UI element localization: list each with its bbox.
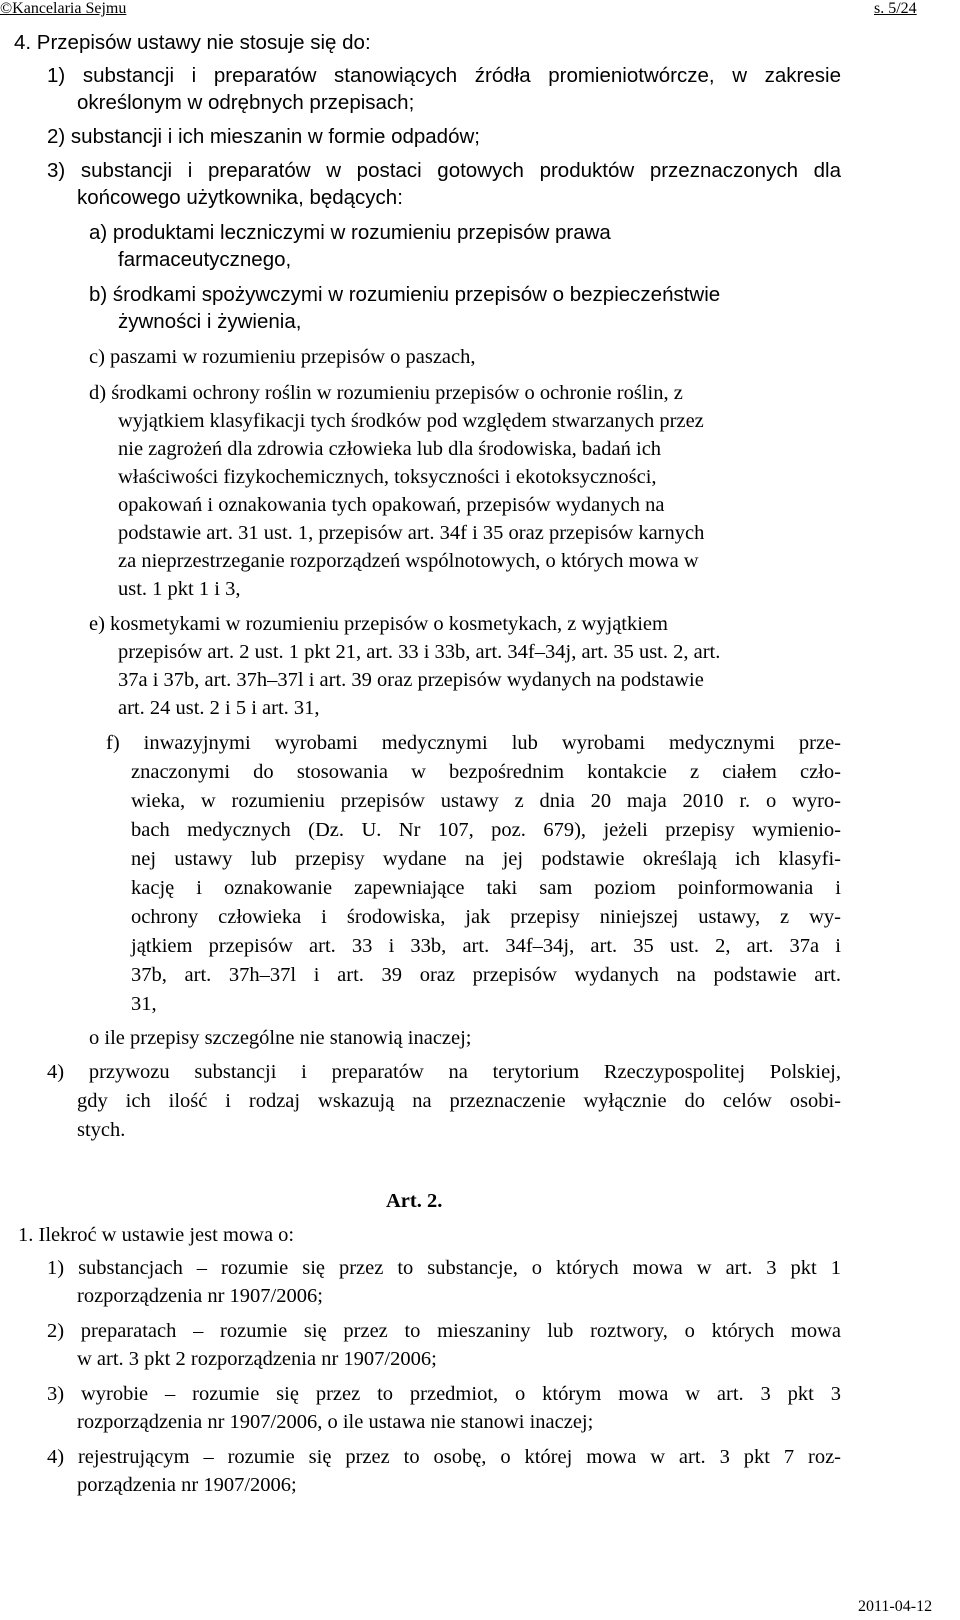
item-1-line-2: określonym w odrębnych przepisach;	[77, 91, 415, 114]
item-b-line-2: żywności i żywienia,	[118, 310, 302, 333]
definition-4-line-1: 4) rejestrującym – rozumie się przez to osobę, o której mowa w art. 3 pkt 7 roz-	[47, 1446, 841, 1468]
definition-2-line-2: w art. 3 pkt 2 rozporządzenia nr 1907/2006;	[77, 1348, 437, 1370]
definition-3-line-1: 3) wyrobie – rozumie się przez to przedmiot, o którym mowa w art. 3 pkt 3	[47, 1383, 841, 1405]
item-d-line-6: podstawie art. 31 ust. 1, przepisów art. 34f i 35 oraz przepisów karnych	[118, 522, 705, 544]
definition-4-line-2: porządzenia nr 1907/2006;	[77, 1474, 297, 1496]
item-f-line-4: bach medycznych (Dz. U. Nr 107, poz. 679), jeżeli przepisy wymienio-	[131, 819, 841, 841]
footer-date: 2011-04-12	[858, 1598, 933, 1615]
item-d-line-8: ust. 1 pkt 1 i 3,	[118, 578, 241, 600]
definition-3-line-2: rozporządzenia nr 1907/2006, o ile ustawa nie stanowi inaczej;	[77, 1411, 594, 1433]
item-3-closing: o ile przepisy szczególne nie stanowią inaczej;	[89, 1027, 472, 1049]
item-3-line-2: końcowego użytkownika, będących:	[77, 186, 403, 209]
item-4-line-1: 4) przywozu substancji i preparatów na terytorium Rzeczypospolitej Polskiej,	[47, 1061, 841, 1083]
paragraph-4-intro: 4. Przepisów ustawy nie stosuje się do:	[14, 31, 371, 54]
item-f-line-2: znaczonymi do stosowania w bezpośrednim kontakcie z ciałem czło-	[131, 761, 841, 783]
item-2: 2) substancji i ich mieszanin w formie odpadów;	[47, 125, 480, 148]
item-d-line-7: za nieprzestrzeganie rozporządzeń wspólnotowych, o których mowa w	[118, 550, 699, 572]
item-f-line-1: f) inwazyjnymi wyrobami medycznymi lub wyrobami medycznymi prze-	[106, 732, 841, 754]
item-f-line-9: 37b, art. 37h–37l i art. 39 oraz przepisów wydanych na podstawie art.	[131, 964, 841, 986]
item-f-line-5: nej ustawy lub przepisy wydane na jej podstawie określają ich klasyfi-	[131, 848, 841, 870]
item-f-line-7: ochrony człowieka i środowiska, jak przepisy niniejszej ustawy, z wy-	[131, 906, 841, 928]
item-f-line-10: 31,	[131, 993, 157, 1015]
header-page-number: s. 5/24	[874, 0, 917, 17]
item-f-line-6: kację i oznakowanie zapewniające taki sam poziom poinformowania i	[131, 877, 841, 899]
item-d-line-3: nie zagrożeń dla zdrowia człowieka lub dla środowiska, badań ich	[118, 438, 662, 460]
item-c: c) paszami w rozumieniu przepisów o paszach,	[89, 346, 476, 368]
item-a-line-2: farmaceutycznego,	[118, 248, 292, 271]
article-heading: Art. 2.	[386, 1190, 443, 1212]
article-2-intro: 1. Ilekroć w ustawie jest mowa o:	[18, 1224, 295, 1246]
item-d-line-1: d) środkami ochrony roślin w rozumieniu przepisów o ochronie roślin, z	[89, 382, 683, 404]
item-a-line-1: a) produktami leczniczymi w rozumieniu przepisów prawa	[89, 221, 611, 244]
item-d-line-4: właściwości fizykochemicznych, toksyczności i ekotoksyczności,	[118, 466, 657, 488]
item-d-line-5: opakowań i oznakowania tych opakowań, przepisów wydanych na	[118, 494, 665, 516]
item-e-line-2: przepisów art. 2 ust. 1 pkt 21, art. 33 i 33b, art. 34f–34j, art. 35 ust. 2, art.	[118, 641, 721, 663]
item-e-line-1: e) kosmetykami w rozumieniu przepisów o kosmetykach, z wyjątkiem	[89, 613, 668, 635]
item-f-line-8: jątkiem przepisów art. 33 i 33b, art. 34f–34j, art. 35 ust. 2, art. 37a i	[131, 935, 841, 957]
item-4-line-3: stych.	[77, 1119, 126, 1141]
item-e-line-4: art. 24 ust. 2 i 5 i art. 31,	[118, 697, 320, 719]
definition-1-line-1: 1) substancjach – rozumie się przez to substancje, o których mowa w art. 3 pkt 1	[47, 1257, 841, 1279]
item-4-line-2: gdy ich ilość i rodzaj wskazują na przeznaczenie wyłącznie do celów osobi-	[77, 1090, 841, 1112]
item-1-line-1: 1) substancji i preparatów stanowiących źródła promieniotwórcze, w zakresie	[47, 64, 841, 87]
header-copyright: ©Kancelaria Sejmu	[0, 0, 127, 17]
item-f-line-3: wieka, w rozumieniu przepisów ustawy z dnia 20 maja 2010 r. o wyro-	[131, 790, 841, 812]
definition-1-line-2: rozporządzenia nr 1907/2006;	[77, 1285, 323, 1307]
item-3-line-1: 3) substancji i preparatów w postaci gotowych produktów przeznaczonych dla	[47, 159, 841, 182]
item-e-line-3: 37a i 37b, art. 37h–37l i art. 39 oraz przepisów wydanych na podstawie	[118, 669, 704, 691]
item-d-line-2: wyjątkiem klasyfikacji tych środków pod względem stwarzanych przez	[118, 410, 704, 432]
item-b-line-1: b) środkami spożywczymi w rozumieniu przepisów o bezpieczeństwie	[89, 283, 721, 306]
definition-2-line-1: 2) preparatach – rozumie się przez to mieszaniny lub roztwory, o których mowa	[47, 1320, 841, 1342]
